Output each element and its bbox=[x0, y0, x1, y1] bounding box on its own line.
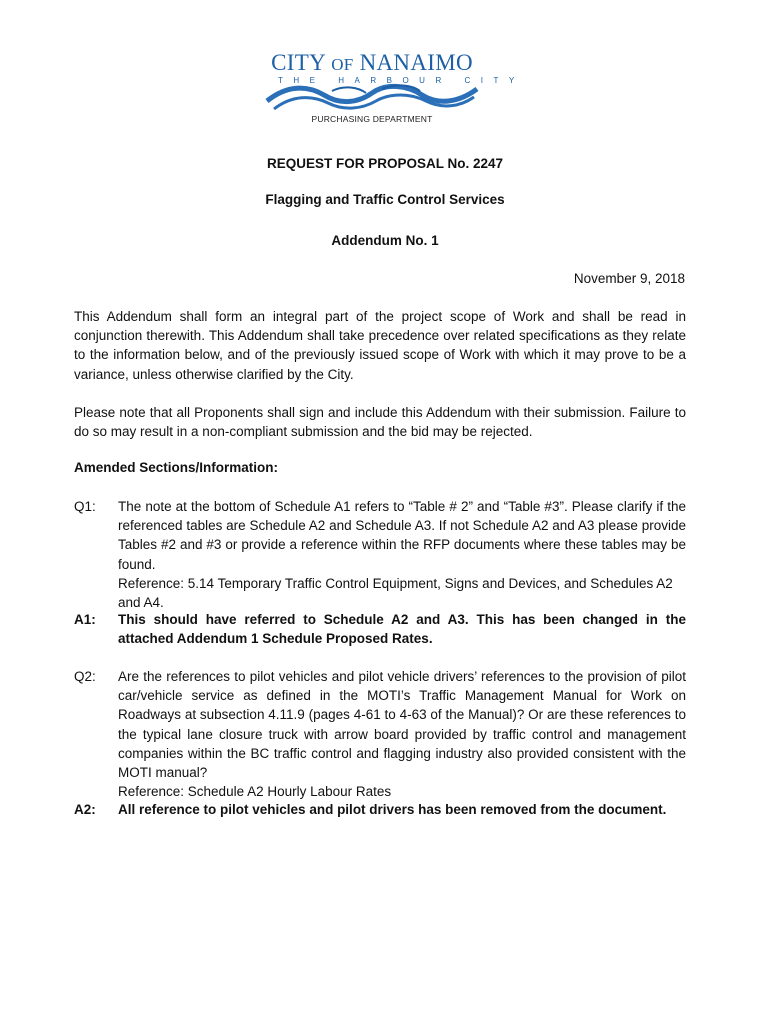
a2-answer: All reference to pilot vehicles and pilot drivers has been removed from the document. bbox=[118, 802, 667, 817]
note-paragraph: Please note that all Proponents shall sign and include this Addendum with their submission. Failure to do so may result in a non-compliant submission and the bid may be rejected. bbox=[74, 405, 686, 440]
logo-department: PURCHASING DEPARTMENT bbox=[311, 114, 433, 124]
city-logo bbox=[262, 50, 525, 130]
a1-answer: This should have referred to Schedule A2 and A3. This has been changed in the attached Addendum 1 Schedule Proposed Rates. bbox=[118, 612, 686, 647]
q1-reference: Reference: 5.14 Temporary Traffic Control Equipment, Signs and Devices, and Schedules A2 and A4. bbox=[118, 575, 673, 611]
a1-label: A1: bbox=[74, 612, 96, 627]
q1-label: Q1: bbox=[74, 499, 96, 514]
q1-item bbox=[74, 497, 686, 612]
logo-waves-icon bbox=[262, 83, 482, 113]
a1-item bbox=[74, 610, 686, 648]
q2-text bbox=[118, 667, 686, 801]
a2-label: A2: bbox=[74, 802, 96, 817]
addendum-number: Addendum No. 1 bbox=[331, 233, 439, 248]
a2-item bbox=[74, 800, 686, 819]
q2-question: Are the references to pilot vehicles and pilot vehicle drivers’ references to the provision of pilot car/vehicle service as defined in the MOTI’s Traffic Management Manual for Work on Roadways at subsection 4.11.9 (pages 4-61 to 4-63 of the Manual)? Or are these references to the typical lane closure truck with arrow board provided by traffic control and management companies within the BC traffic control and flagging industry also provided consistent with the MOTI manual? bbox=[118, 669, 686, 781]
document-subtitle: Flagging and Traffic Control Services bbox=[265, 192, 505, 207]
document-date: November 9, 2018 bbox=[573, 271, 685, 286]
intro-paragraph: This Addendum shall form an integral part of the project scope of Work and shall be read in conjunction therewith. This Addendum shall take precedence over related specifications as they relate to the information below, and of the previously issued scope of Work with which it may prove to be a variance, unless otherwise clarified by the City. bbox=[74, 309, 686, 382]
logo-tagline: THE HARBOUR CITY bbox=[278, 76, 525, 85]
q2-item bbox=[74, 667, 686, 801]
q2-label: Q2: bbox=[74, 669, 96, 684]
q1-question: The note at the bottom of Schedule A1 refers to “Table # 2” and “Table #3”. Please clarify if the referenced tables are Schedule A2 and Schedule A3. If not Schedule A2 and A3 please provide Tables #2 and #3 or provide a reference within the RFP documents where these tables may be found. bbox=[118, 499, 686, 572]
q2-reference: Reference: Schedule A2 Hourly Labour Rates bbox=[118, 784, 392, 800]
document-title: REQUEST FOR PROPOSAL No. 2247 bbox=[266, 156, 504, 171]
q1-text bbox=[118, 497, 686, 612]
section-heading: Amended Sections/Information: bbox=[74, 460, 279, 475]
logo-city-name: CITY OF NANAIMO bbox=[271, 50, 473, 75]
